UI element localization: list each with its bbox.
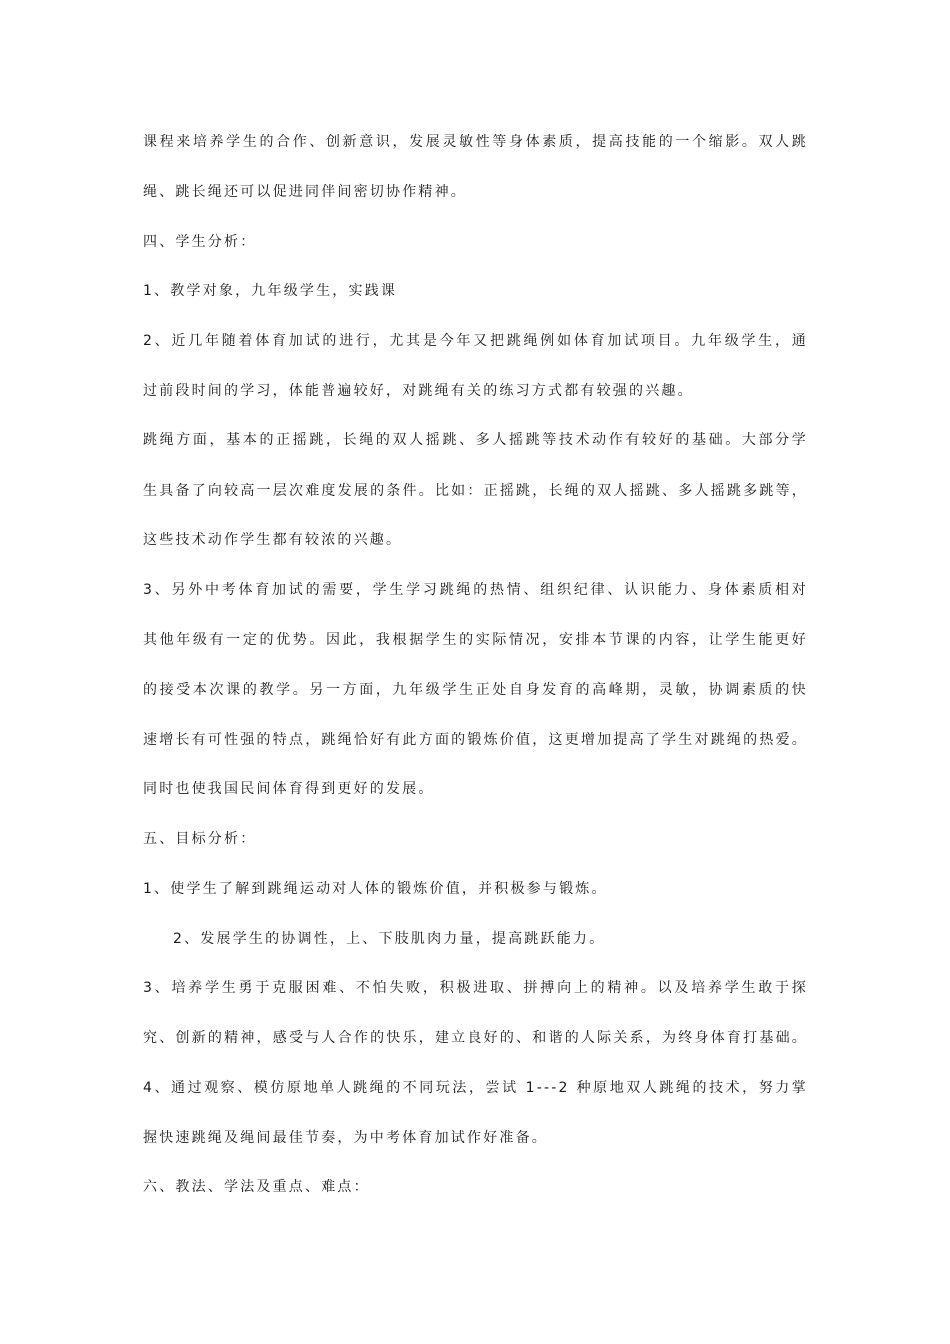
- section-heading: 四、学生分析：: [143, 234, 257, 250]
- text-line: 课程来培养学生的合作、创新意识，发展灵敏性等身体素质，提高技能的一个缩影。双人跳: [143, 134, 808, 150]
- text-line: 究、创新的精神，感受与人合作的快乐，建立良好的、和谐的人际关系，为终身体育打基础。: [143, 1030, 808, 1046]
- text-line: 速增长有可性强的特点，跳绳恰好有此方面的锻炼价值，这更增加提高了学生对跳绳的热爱。: [143, 732, 808, 748]
- text-line: 4、通过观察、模仿原地单人跳绳的不同玩法，尝试 1---2 种原地双人跳绳的技术，努力掌: [143, 1080, 808, 1096]
- text-line: 跳绳方面，基本的正摇跳，长绳的双人摇跳、多人摇跳等技术动作有较好的基础。大部分学: [143, 432, 808, 448]
- text-line: 其他年级有一定的优势。因此，我根据学生的实际情况，安排本节课的内容，让学生能更好: [143, 632, 808, 648]
- text-line: 3、另外中考体育加试的需要，学生学习跳绳的热情、组织纪律、认识能力、身体素质相对: [143, 582, 808, 598]
- text-line: 1、教学对象，九年级学生，实践课: [143, 283, 398, 299]
- text-line: 同时也使我国民间体育得到更好的发展。: [143, 781, 435, 797]
- text-line: 2、发展学生的协调性，上、下肢肌肉力量，提高跳跃能力。: [173, 931, 606, 947]
- text-line: 2、近几年随着体育加试的进行，尤其是今年又把跳绳例如体育加试项目。九年级学生，通: [143, 333, 808, 349]
- text-line: 1、使学生了解到跳绳运动对人体的锻炼价值，并积极参与锻炼。: [143, 881, 608, 897]
- text-line: 3、培养学生勇于克服困难、不怕失败，积极进取、拼搏向上的精神。以及培养学生敢于探: [143, 980, 808, 996]
- text-line: 生具备了向较高一层次难度发展的条件。比如：正摇跳，长绳的双人摇跳、多人摇跳多跳等，: [143, 483, 808, 499]
- section-heading: 六、教法、学法及重点、难点：: [143, 1179, 370, 1195]
- section-heading: 五、目标分析：: [143, 831, 257, 847]
- text-line: 过前段时间的学习，体能普遍较好，对跳绳有关的练习方式都有较强的兴趣。: [143, 383, 694, 399]
- text-line: 这些技术动作学生都有较浓的兴趣。: [143, 532, 403, 548]
- text-line: 绳、跳长绳还可以促进同伴间密切协作精神。: [143, 184, 467, 200]
- text-line: 握快速跳绳及绳间最佳节奏，为中考体育加试作好准备。: [143, 1130, 548, 1146]
- text-line: 的接受本次课的教学。另一方面，九年级学生正处自身发育的高峰期，灵敏，协调素质的快: [143, 682, 808, 698]
